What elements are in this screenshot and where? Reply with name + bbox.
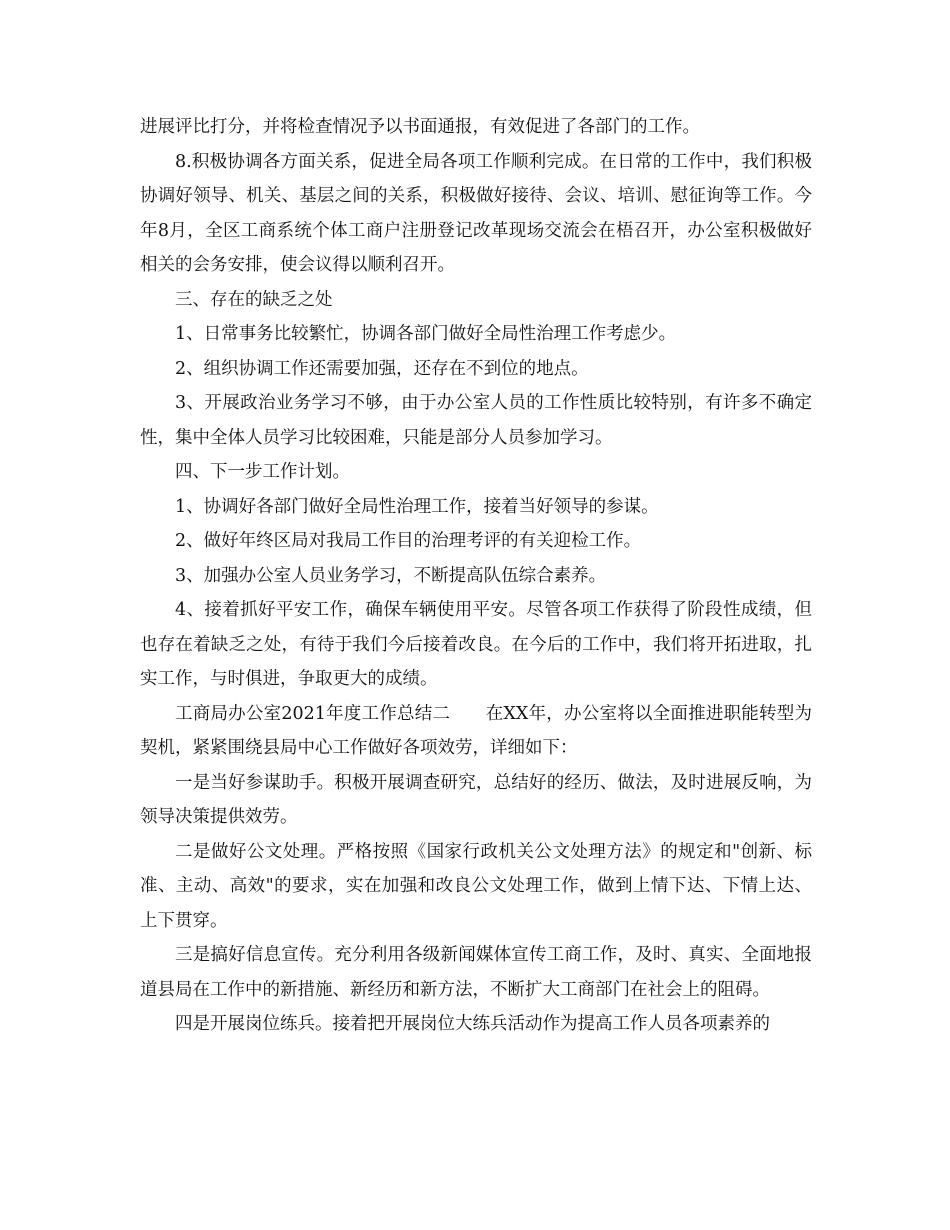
paragraph: 三是搞好信息宣传。充分利用各级新闻媒体宣传工商工作，及时、真实、全面地报道县局在工作中的新措施、新经历和新方法，不断扩大工商部门在社会上的阻碍。 <box>140 945 812 1000</box>
paragraph: 二是做好公文处理。严格按照《国家行政机关公文处理方法》的规定和"创新、标准、主动、高效"的要求，实在加强和改良公文处理工作，做到上情下达、下情上达、上下贯穿。 <box>140 841 812 931</box>
paragraph: 8.积极协调各方面关系，促进全局各项工作顺利完成。在日常的工作中，我们积极协调好领导、机关、基层之间的关系，积极做好接待、会议、培训、慰征询等工作。今年8月，全区工商系统个体工商户注册登记改革现场交流会在梧召开，办公室积极做好相关的会务安排，使会议得以顺利召开。 <box>140 151 812 275</box>
list-item: 3、开展政治业务学习不够，由于办公室人员的工作性质比较特别，有许多不确定性，集中全体人员学习比较困难，只能是部分人员参加学习。 <box>140 393 812 448</box>
document-page <box>140 110 812 1042</box>
paragraph: 工商局办公室2021年度工作总结二 在XX年，办公室将以全面推进职能转型为契机，紧紧围绕县局中心工作做好各项效劳，详细如下： <box>140 703 812 758</box>
list-item: 4、接着抓好平安工作，确保车辆使用平安。尽管各项工作获得了阶段性成绩，但也存在着缺乏之处，有待于我们今后接着改良。在今后的工作中，我们将开拓进取，扎实工作，与时俱进，争取更大的成绩。 <box>140 600 812 689</box>
paragraph: 一是当好参谋助手。积极开展调查研究，总结好的经历、做法，及时进展反响，为领导决策提供效劳。 <box>140 772 812 827</box>
section-heading: 四、下一步工作计划。 <box>175 462 350 482</box>
list-item: 2、组织协调工作还需要加强，还存在不到位的地点。 <box>175 358 589 379</box>
section-heading: 三、存在的缺乏之处 <box>175 289 333 310</box>
list-item: 1、协调好各部门做好全局性治理工作，接着当好领导的参谋。 <box>175 496 659 517</box>
paragraph: 四是开展岗位练兵。接着把开展岗位大练兵活动作为提高工作人员各项素养的 <box>175 1014 770 1034</box>
list-item: 2、做好年终区局对我局工作目的治理考评的有关迎检工作。 <box>175 531 642 551</box>
list-item: 3、加强办公室人员业务学习，不断提高队伍综合素养。 <box>175 565 607 586</box>
paragraph: 进展评比打分，并将检查情况予以书面通报，有效促进了各部门的工作。 <box>140 117 700 137</box>
list-item: 1、日常事务比较繁忙，协调各部门做好全局性治理工作考虑少。 <box>175 324 677 344</box>
